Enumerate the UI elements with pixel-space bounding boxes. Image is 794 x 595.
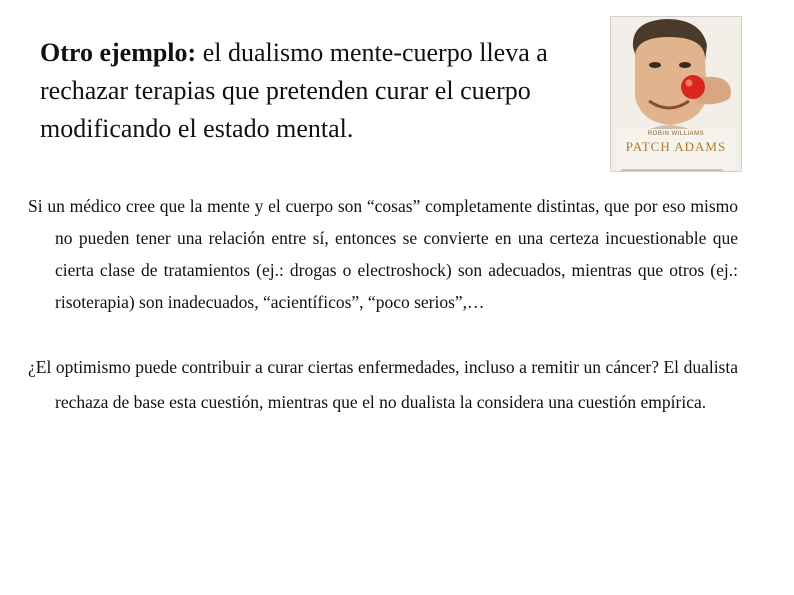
heading-text: el dualismo mente-cuerpo lleva a rechazar terapias que pretenden curar el cuerpo modificando el estado mental. [40, 38, 548, 143]
poster-tagline: ROBIN WILLIAMS [647, 131, 705, 137]
slide-heading [40, 34, 600, 148]
paragraph-dualism-physician: Si un médico cree que la mente y el cuerpo son “cosas” completamente distintas, que por eso mismo no pueden tener una relación entre sí, entonces se convierte en una certeza incuestionable que cierta clase de tratamientos (ej.: drogas o electroshock) son adecuados, mientras que otros (ej.: risoterapia) son inadecuados, “acientíficos”, “poco serios”,… [28, 196, 738, 312]
poster-title: PATCH ADAMS [625, 139, 727, 154]
heading-lead: Otro ejemplo: [40, 38, 197, 67]
patch-adams-poster-image [610, 16, 742, 172]
paragraph-optimism-question: ¿El optimismo puede contribuir a curar ciertas enfermedades, incluso a remitir un cáncer? El dualista rechaza de base esta cuestión, mientras que el no dualista la considera una cuestión empírica. [28, 357, 738, 412]
